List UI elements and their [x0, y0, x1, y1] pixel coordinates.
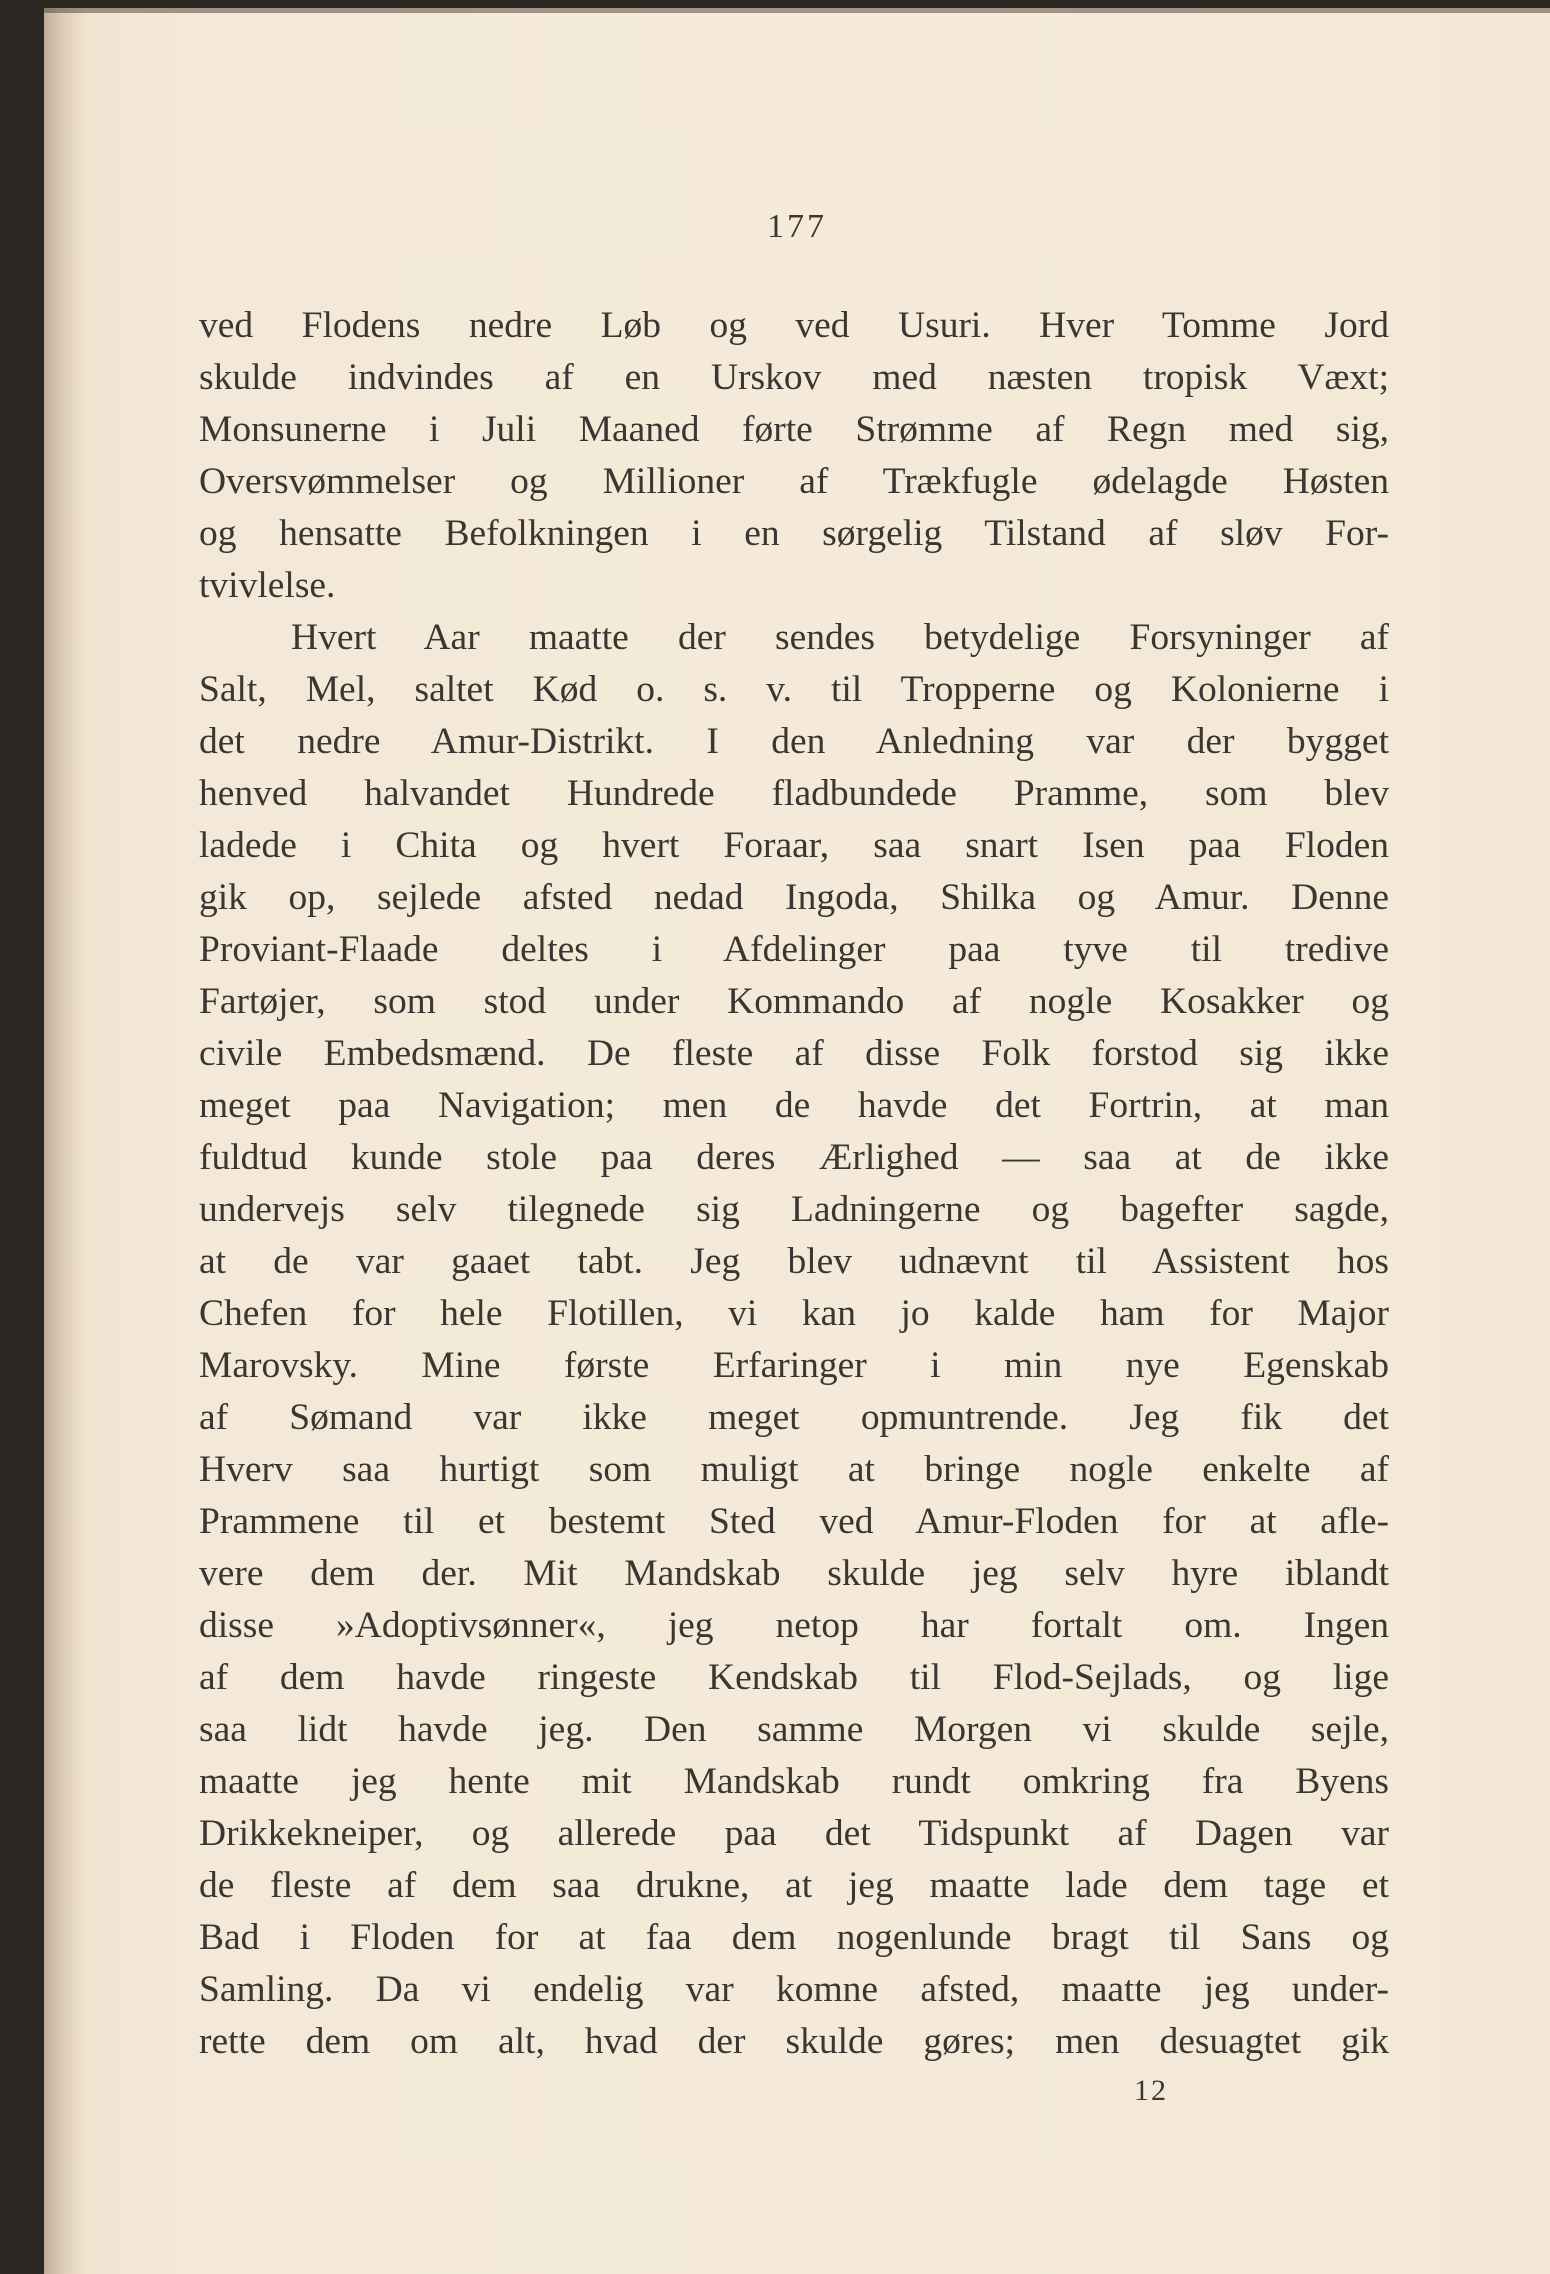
- text-line: Bad i Floden for at faa dem nogenlunde bragt til Sans og: [199, 1917, 1389, 1958]
- text-line: Samling. Da vi endelig var komne afsted, maatte jeg under-: [199, 1969, 1389, 2010]
- text-line: Proviant-Flaade deltes i Afdelinger paa tyve til tredive: [199, 929, 1389, 970]
- text-line: gik op, sejlede afsted nedad Ingoda, Shilka og Amur. Denne: [199, 877, 1389, 918]
- text-line: Salt, Mel, saltet Kød o. s. v. til Tropperne og Kolonierne i: [199, 669, 1389, 710]
- text-line: Fartøjer, som stod under Kommando af nogle Kosakker og: [199, 981, 1389, 1022]
- text-line: Marovsky. Mine første Erfaringer i min nye Egenskab: [199, 1345, 1389, 1386]
- text-line: det nedre Amur-Distrikt. I den Anledning var der bygget: [199, 721, 1389, 762]
- text-line: af dem havde ringeste Kendskab til Flod-Sejlads, og lige: [199, 1657, 1389, 1698]
- text-line: maatte jeg hente mit Mandskab rundt omkring fra Byens: [199, 1761, 1389, 1802]
- page-number: 177: [767, 208, 827, 245]
- text-line: civile Embedsmænd. De fleste af disse Folk forstod sig ikke: [199, 1033, 1389, 1074]
- text-line: af Sømand var ikke meget opmuntrende. Jeg fik det: [199, 1397, 1389, 1438]
- text-line: meget paa Navigation; men de havde det Fortrin, at man: [199, 1085, 1389, 1126]
- text-line: rette dem om alt, hvad der skulde gøres; men desuagtet gik: [199, 2021, 1389, 2062]
- text-line: Prammene til et bestemt Sted ved Amur-Floden for at afle-: [199, 1501, 1389, 1542]
- text-line: undervejs selv tilegnede sig Ladningerne og bagefter sagde,: [199, 1189, 1389, 1230]
- text-line: Monsunerne i Juli Maaned førte Strømme af Regn med sig,: [199, 409, 1389, 450]
- body-text: [199, 300, 1389, 2068]
- text-line: henved halvandet Hundrede fladbundede Pramme, som blev: [199, 773, 1389, 814]
- text-line: fuldtud kunde stole paa deres Ærlighed — saa at de ikke: [199, 1137, 1389, 1178]
- signature-mark: 12: [1134, 2074, 1168, 2107]
- text-line: Chefen for hele Flotillen, vi kan jo kalde ham for Major: [199, 1293, 1389, 1334]
- text-line: vere dem der. Mit Mandskab skulde jeg selv hyre iblandt: [199, 1553, 1389, 1594]
- text-line: saa lidt havde jeg. Den samme Morgen vi skulde sejle,: [199, 1709, 1389, 1750]
- text-line: Oversvømmelser og Millioner af Trækfugle ødelagde Høsten: [199, 461, 1389, 502]
- text-line: disse »Adoptivsønner«, jeg netop har fortalt om. Ingen: [199, 1605, 1389, 1646]
- text-line: Hvert Aar maatte der sendes betydelige Forsyninger af: [291, 617, 1389, 658]
- text-line: tvivlelse.: [199, 565, 336, 606]
- text-line: ved Flodens nedre Løb og ved Usuri. Hver Tomme Jord: [199, 305, 1389, 346]
- text-line: at de var gaaet tabt. Jeg blev udnævnt til Assistent hos: [199, 1241, 1389, 1282]
- text-line: og hensatte Befolkningen i en sørgelig Tilstand af sløv For-: [199, 513, 1389, 554]
- text-line: Hverv saa hurtigt som muligt at bringe nogle enkelte af: [199, 1449, 1389, 1490]
- text-line: Drikkekneiper, og allerede paa det Tidspunkt af Dagen var: [199, 1813, 1389, 1854]
- text-line: ladede i Chita og hvert Foraar, saa snart Isen paa Floden: [199, 825, 1389, 866]
- text-line: de fleste af dem saa drukne, at jeg maatte lade dem tage et: [199, 1865, 1389, 1906]
- book-page: [44, 8, 1550, 2274]
- text-line: skulde indvindes af en Urskov med næsten tropisk Væxt;: [199, 357, 1389, 398]
- page-top-edge: [44, 8, 1550, 13]
